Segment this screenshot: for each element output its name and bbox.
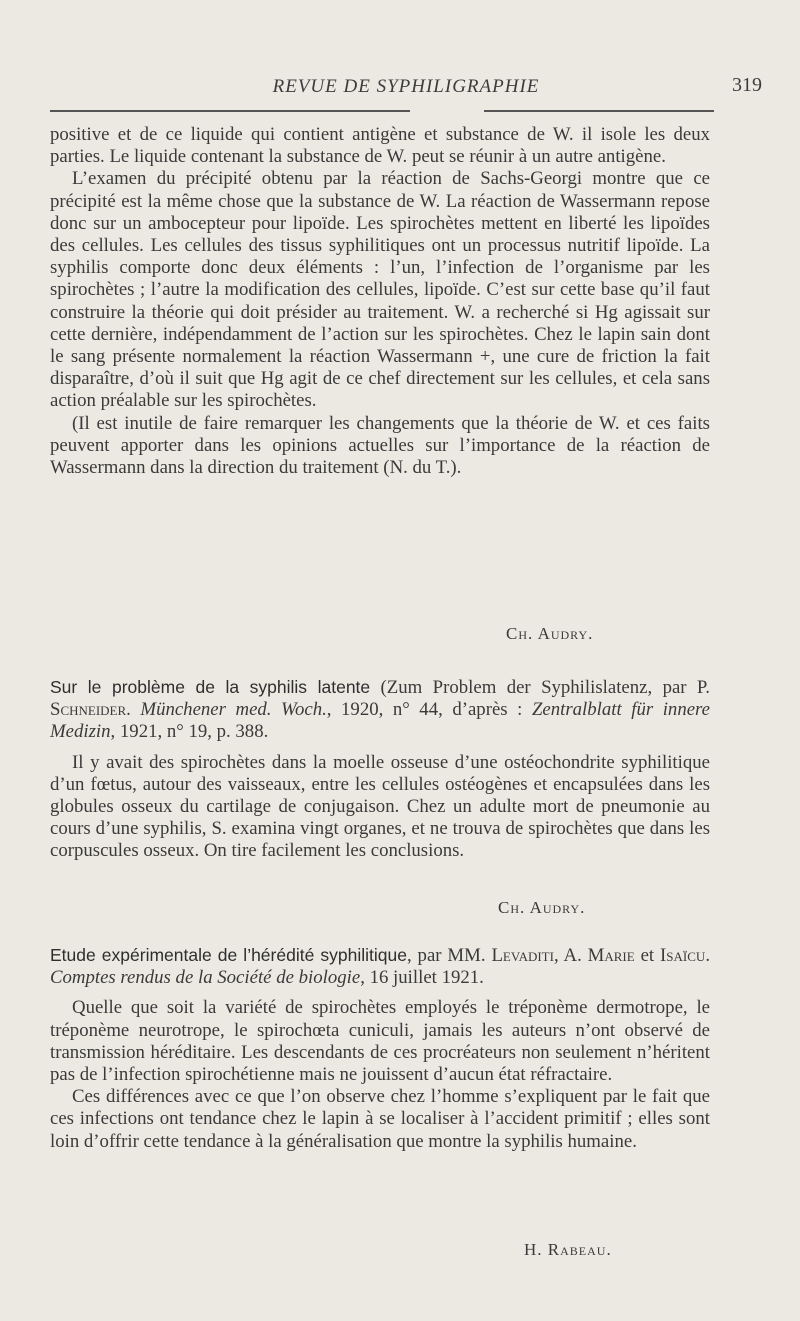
article-2-title: Sur le problème de la syphilis latente (50, 677, 371, 697)
article-3-title: Etude expérimentale de l’hérédité syphilitique (50, 945, 407, 965)
article-2-ref-sep: . (126, 699, 141, 721)
journal-running-title: REVUE DE SYPHILIGRAPHIE (272, 76, 540, 97)
article-1-paragraph-1: positive et de ce liquide qui contient antigène et substance de W. il isole les deux parties. Le liquide contenant la substance de W. peut se réunir à un autre antigène. (50, 124, 710, 168)
article-3-ref-sep-2: et (634, 945, 661, 966)
article-3-author-1: Levaditi (491, 945, 554, 966)
article-2-ref-end: , 1921, n° 19, p. 388. (110, 721, 269, 743)
article-1-body (50, 124, 710, 479)
article-3-ref-intro: , par MM. (406, 945, 492, 966)
article-2-journal: Münchener med. Woch. (140, 699, 327, 721)
article-3-signature: H. Rabeau. (524, 1240, 612, 1259)
article-3-reference (50, 944, 710, 989)
article-2-author: Schneider (50, 699, 127, 721)
article-2-journal-2: Zentralblatt für innere Medizin (50, 699, 710, 743)
article-1-paragraph-2: L’examen du précipité obtenu par la réaction de Sachs-Georgi montre que ce précipité est la même chose que la substance de W. La réaction de Wassermann repose donc sur un ambocepteur pour lipoïde. Les spirochètes mettent en liberté les lipoïdes des cellules. Les cellules des tissus syphilitiques ont un processus nutritif lipoïde. La syphilis comporte donc deux éléments : l’un, l’infection de l’organisme par les spirochètes ; l’autre la modification des cellules, lipoïde. C’est sur cette base qu’il faut construire la théorie qui doit présider au traitement. W. a recherché si Hg agissait sur cette dernière, indépendamment de l’action sur les spirochètes. Chez le lapin sain dont le sang présente normalement la réaction Wassermann +, une cure de friction la fait disparaître, d’où il suit que Hg agit de ce chef directement sur les cellules, et cela sans action préalable sur les spirochètes. (50, 168, 710, 412)
article-1-paragraph-3: (Il est inutile de faire remarquer les changements que la théorie de W. et ces faits peuvent apporter dans les opinions actuelles sur l’importance de la réaction de Wassermann dans la direction du traitement (N. du T.). (50, 412, 710, 479)
header-rule-right (484, 110, 714, 112)
article-2-ref-mid: , 1920, n° 44, d’après : (326, 699, 532, 721)
page-number: 319 (732, 74, 762, 96)
article-3-ref-sep-1: , A. (553, 945, 588, 966)
article-2-reference (50, 676, 710, 744)
running-header (50, 68, 762, 108)
article-3-author-3: Isaïcu (660, 945, 706, 966)
article-3-paragraph-1: Quelle que soit la variété de spirochètes employés le tréponème dermotrope, le tréponème neurotrope, le spirochœta cuniculi, jamais les auteurs n’ont observé de transmission héréditaire. Les descendants de ces procréateurs non seulement n’héritent pas de l’infection spirochétienne mais ne jouissent d’aucun état réfractaire. (50, 997, 710, 1086)
article-3-ref-end: , 16 juillet 1921. (360, 967, 484, 989)
article-3-ref-sep-3: . (705, 945, 711, 966)
article-1-signature: Ch. Audry. (506, 624, 594, 643)
article-3-paragraph-2: Ces différences avec ce que l’on observe chez l’homme s’expliquent par le fait que ces infections ont tendance chez le lapin à se localiser à l’accident primitif ; elles sont loin d’offrir cette tendance à la généralisation que montre la syphilis humaine. (50, 1086, 710, 1152)
article-2-signature: Ch. Audry. (498, 898, 586, 917)
article-3-journal: Comptes rendus de la Société de biologie (50, 967, 361, 989)
article-3-author-2: Marie (587, 945, 635, 966)
article-2-paragraph: Il y avait des spirochètes dans la moelle osseuse d’une ostéochondrite syphilitique d’un fœtus, autour des vaisseaux, entre les cellules ostéogènes et encapsulées dans les globules osseux du cartilage de conjugaison. Chez un adulte mort de pneumonie au cours d’une syphilis, S. examina vingt organes, et ne trouva de spirochètes que dans les corpuscules osseux. On tire facilement les conclusions. (50, 751, 710, 862)
article-2 (50, 676, 710, 863)
header-rule-left (50, 110, 410, 112)
article-3 (50, 944, 710, 1153)
article-2-ref-intro: (Zum Problem der Syphilislatenz, par P. (370, 677, 710, 698)
